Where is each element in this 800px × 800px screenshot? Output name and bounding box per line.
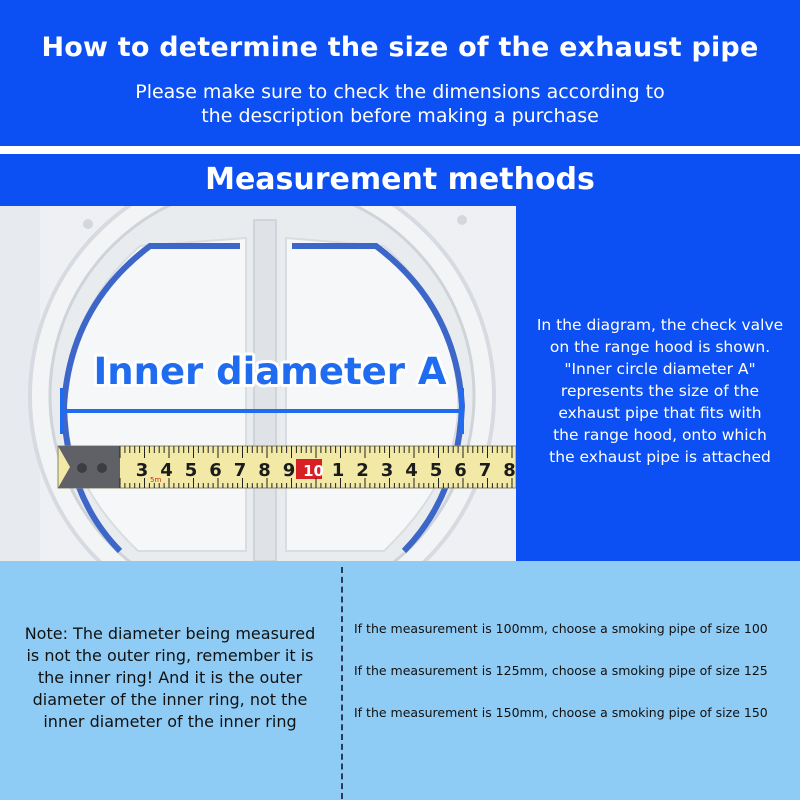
info-line: the exhaust pipe is attached [549, 448, 771, 466]
size-option: If the measurement is 100mm, choose a smoking pipe of size 100 [354, 621, 768, 636]
info-text [526, 314, 794, 468]
tape-brand-mark: 5m [150, 476, 162, 484]
header-gap [0, 146, 800, 154]
tape-digit: 1 [331, 460, 345, 481]
subtitle-line: the description before making a purchase [201, 105, 599, 127]
tape-digit: 8 [258, 460, 271, 481]
tape-digit: 4 [405, 460, 418, 481]
subtitle-line: Please make sure to check the dimensions according to [135, 81, 665, 103]
header-banner [0, 0, 800, 146]
note-line: diameter of the inner ring, not the [32, 690, 308, 709]
screw-hole [457, 215, 467, 225]
dashed-divider [341, 567, 343, 799]
note-line: is not the outer ring, remember it is [26, 646, 314, 665]
tape-digit: 5 [184, 460, 198, 481]
note-line: inner diameter of the inner ring [43, 712, 297, 731]
info-line: on the range hood is shown. [549, 338, 771, 356]
tape-digit: 7 [478, 460, 492, 481]
tape-digit: 3 [380, 460, 394, 481]
page-subtitle [0, 80, 800, 128]
info-line: exhaust pipe that fits with [558, 404, 762, 422]
note-line: Note: The diameter being measured [24, 624, 316, 643]
tape-digit: 6 [209, 460, 222, 481]
check-valve-illustration [0, 206, 516, 561]
tape-digit: 8 [503, 460, 516, 481]
tape-digit: 2 [356, 460, 369, 481]
note-line: the inner ring! And it is the outer [37, 668, 303, 687]
note-text [4, 623, 336, 733]
tape-rivet [77, 463, 87, 473]
info-line: the range hood, onto which [553, 426, 767, 444]
size-options-list [354, 621, 794, 747]
tape-digit: 5 [429, 460, 443, 481]
info-box [516, 206, 800, 561]
info-line: "Inner circle diameter A" [564, 360, 756, 378]
section-title: Measurement methods [0, 154, 800, 206]
size-option: If the measurement is 125mm, choose a smoking pipe of size 125 [354, 663, 768, 678]
check-valve-photo [0, 206, 516, 561]
tape-measure [58, 446, 516, 488]
info-line: In the diagram, the check valve [536, 316, 784, 334]
screw-hole [83, 219, 93, 229]
page-title: How to determine the size of the exhaust pipe [41, 32, 759, 63]
info-line: represents the size of the [560, 382, 760, 400]
tape-rivet [97, 463, 107, 473]
tape-digit: 6 [454, 460, 467, 481]
tape-digit: 4 [160, 460, 173, 481]
size-option: If the measurement is 150mm, choose a smoking pipe of size 150 [354, 705, 768, 720]
tape-digit: 10 [303, 462, 324, 480]
bottom-panel [0, 561, 800, 800]
tape-digit: 3 [135, 460, 149, 481]
inner-diameter-label: Inner diameter A [93, 350, 447, 393]
tape-digit: 9 [282, 460, 296, 481]
tape-digit: 7 [233, 460, 247, 481]
